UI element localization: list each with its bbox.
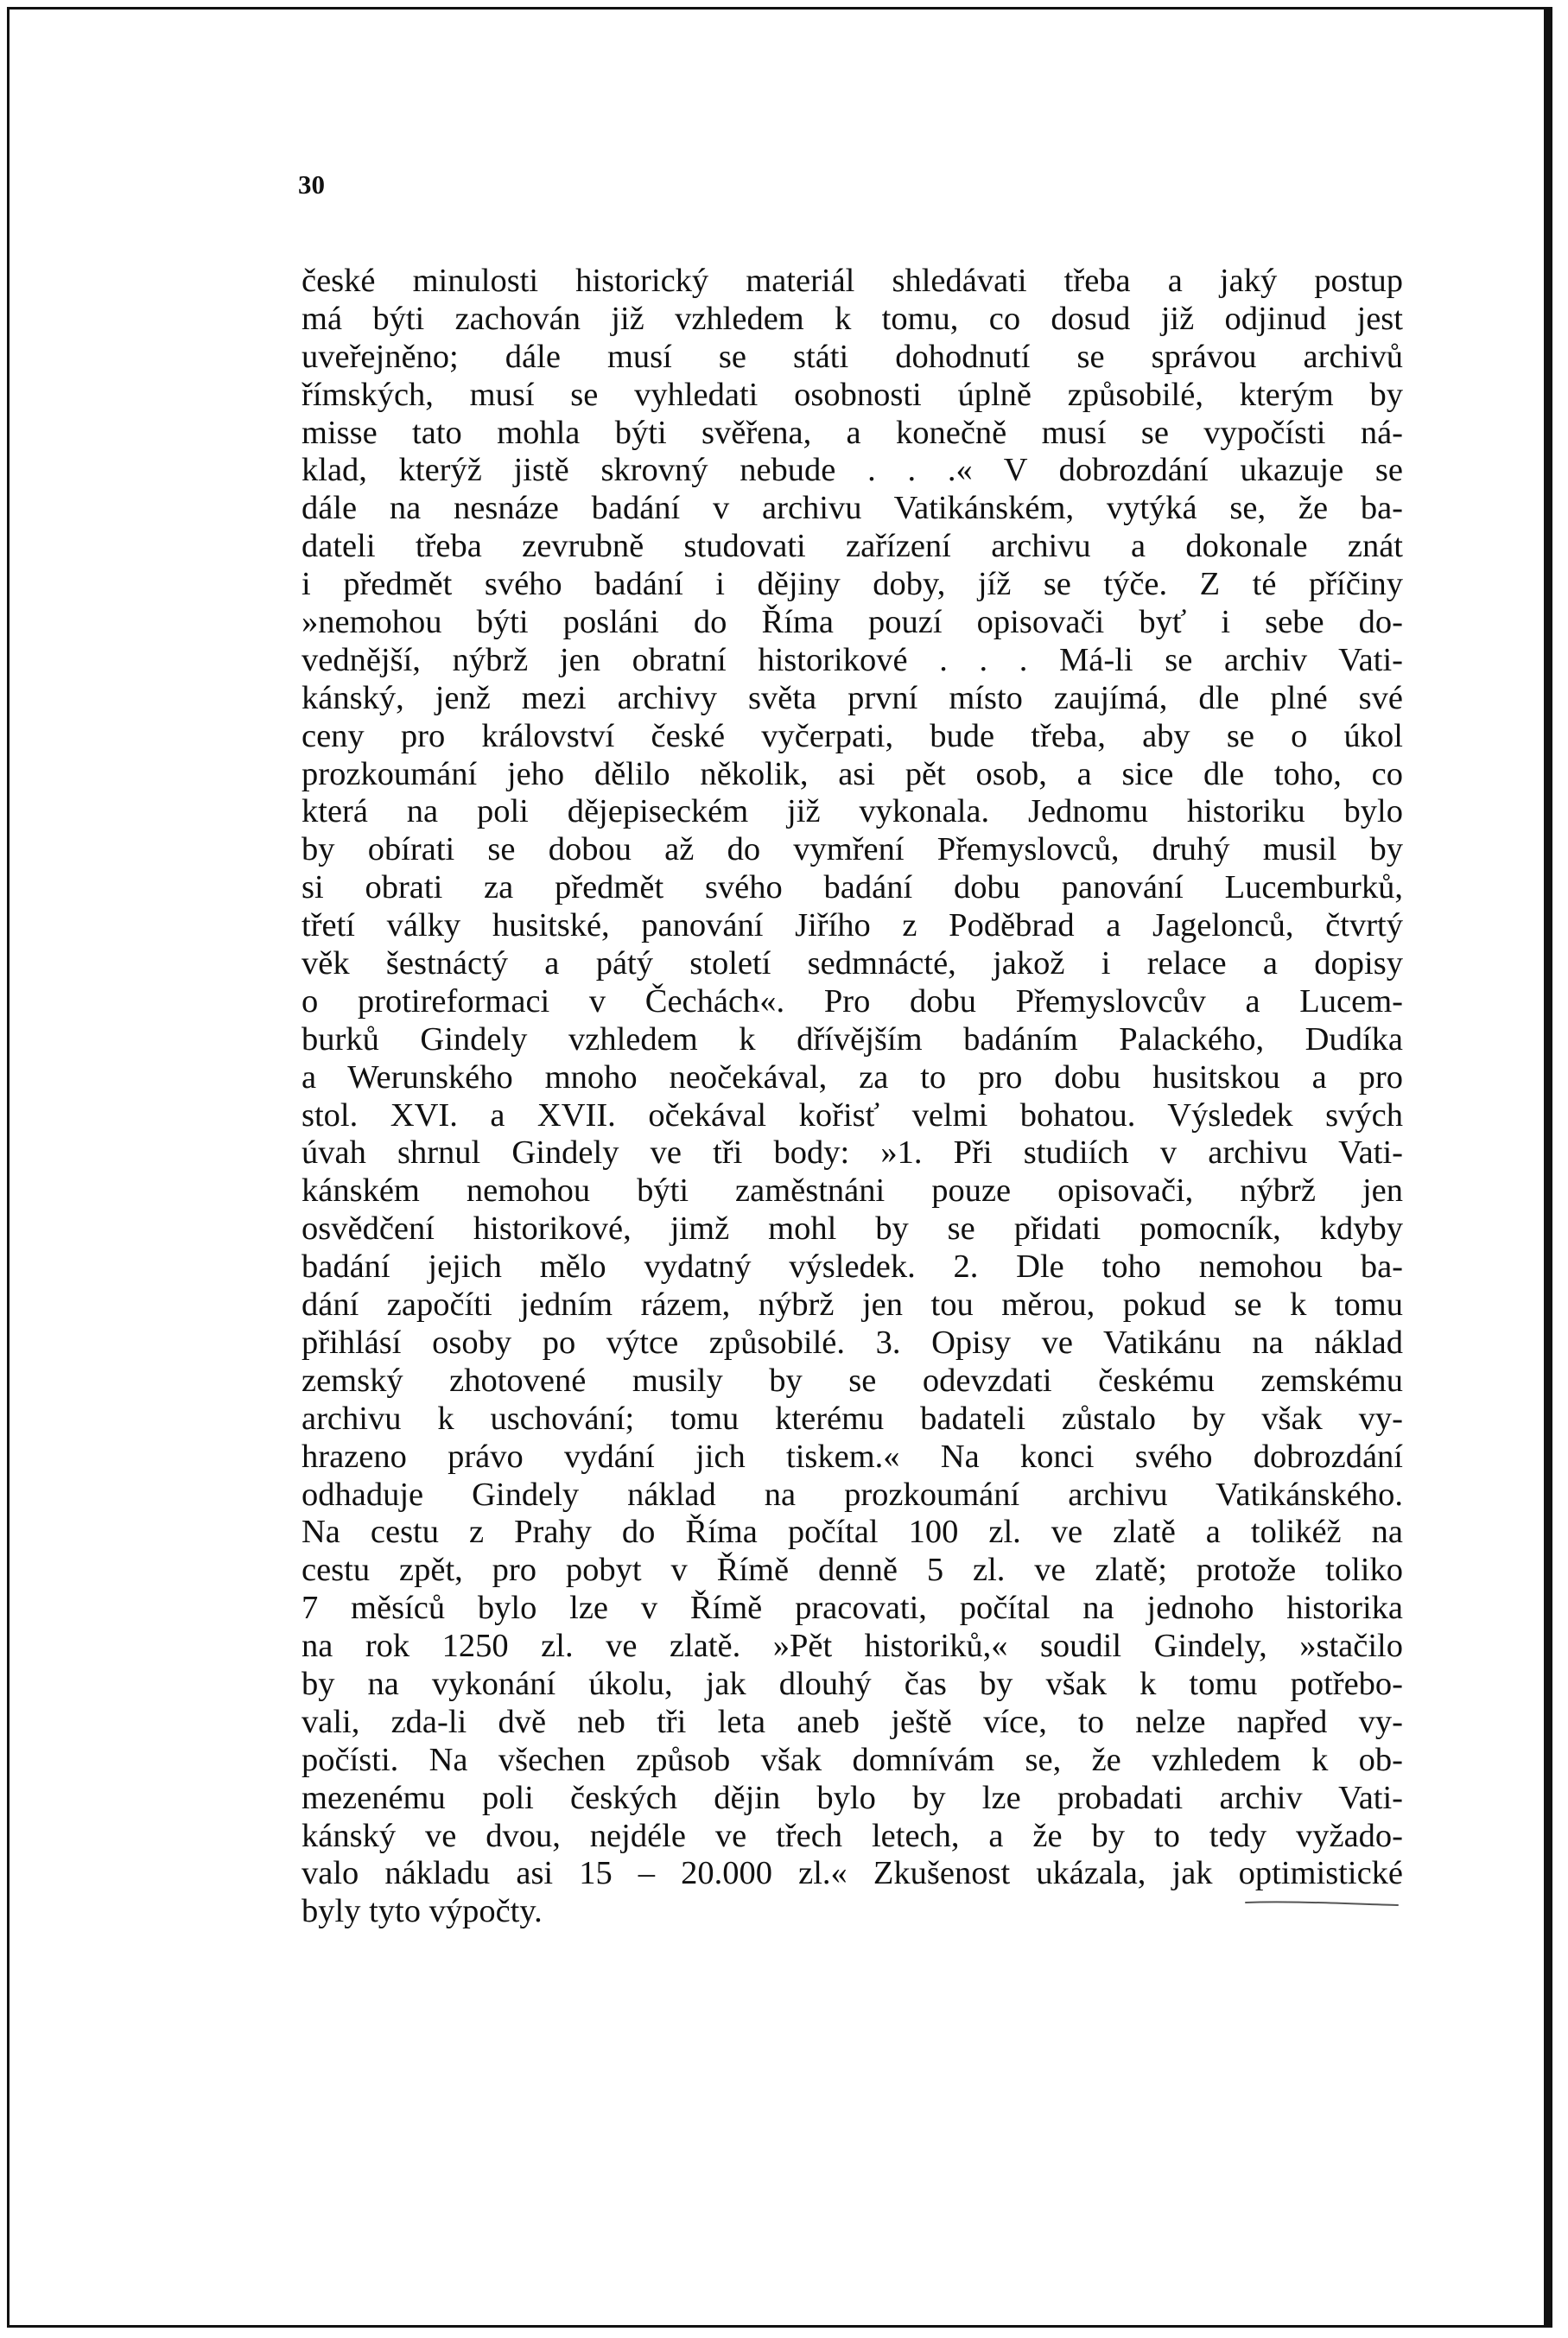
text-line: valo nákladu asi 15 – 20.000 zl.« Zkušenost ukázala, jak optimistické bbox=[302, 1855, 1403, 1892]
text-line: která na poli dějepiseckém již vykonala. Jednomu historiku bylo bbox=[302, 793, 1403, 830]
page-number: 30 bbox=[298, 169, 325, 200]
text-line: burků Gindely vzhledem k dřívějším badáním Palackého, Dudíka bbox=[302, 1020, 1403, 1058]
text-line: by obírati se dobou až do vymření Přemyslovců, druhý musil by bbox=[302, 831, 1403, 868]
text-line: prozkoumání jeho dělilo několik, asi pět osob, a sice dle toho, co bbox=[302, 755, 1403, 792]
pencil-underline-mark bbox=[1244, 1897, 1400, 1909]
text-line: i předmět svého badání i dějiny doby, jíž se týče. Z té příčiny bbox=[302, 566, 1403, 603]
text-line: si obrati za předmět svého badání dobu panování Lucemburků, bbox=[302, 869, 1403, 906]
body-text bbox=[302, 263, 1403, 1931]
text-line: přihlásí osoby po výtce způsobilé. 3. Opisy ve Vatikánu na náklad bbox=[302, 1324, 1403, 1361]
text-line: uveřejněno; dále musí se státi dohodnutí se správou archivů bbox=[302, 338, 1403, 375]
text-line: třetí války husitské, panování Jiřího z Poděbrad a Jagelonců, čtvrtý bbox=[302, 907, 1403, 944]
text-line: počísti. Na všechen způsob však domnívám se, že vzhledem k ob- bbox=[302, 1741, 1403, 1778]
text-line: by na vykonání úkolu, jak dlouhý čas by však k tomu potřebo- bbox=[302, 1665, 1403, 1702]
text-line: vednější, nýbrž jen obratní historikové . . . Má-li se archiv Vati- bbox=[302, 641, 1403, 678]
text-line: stol. XVI. a XVII. očekával kořisť velmi bohatou. Výsledek svých bbox=[302, 1096, 1403, 1134]
text-line: cestu zpět, pro pobyt v Římě denně 5 zl. ve zlatě; protože toliko bbox=[302, 1552, 1403, 1589]
text-line: odhaduje Gindely náklad na prozkoumání archivu Vatikánského. bbox=[302, 1476, 1403, 1513]
text-line: úvah shrnul Gindely ve tři body: »1. Při studiích v archivu Vati- bbox=[302, 1134, 1403, 1172]
text-line: kánském nemohou býti zaměstnáni pouze opisovači, nýbrž jen bbox=[302, 1172, 1403, 1210]
text-line: hrazeno právo vydání jich tiskem.« Na konci svého dobrozdání bbox=[302, 1438, 1403, 1475]
text-line: Na cestu z Prahy do Říma počítal 100 zl. ve zlatě a tolikéž na bbox=[302, 1514, 1403, 1551]
text-line: na rok 1250 zl. ve zlatě. »Pět historiků,« soudil Gindely, »stačilo bbox=[302, 1628, 1403, 1665]
text-line: a Werunského mnoho neočekával, za to pro dobu husitskou a pro bbox=[302, 1058, 1403, 1096]
text-line: dateli třeba zevrubně studovati zařízení archivu a dokonale znát bbox=[302, 528, 1403, 565]
text-line: o protireformaci v Čechách«. Pro dobu Přemyslovcův a Lucem- bbox=[302, 982, 1403, 1020]
text-line: má býti zachován již vzhledem k tomu, co dosud již odjinud jest bbox=[302, 300, 1403, 337]
text-line: ceny pro království české vyčerpati, bude třeba, aby se o úkol bbox=[302, 717, 1403, 754]
text-line-last: byly tyto výpočty. bbox=[302, 1893, 543, 1930]
text-line: římských, musí se vyhledati osobnosti úplně způsobilé, kterým by bbox=[302, 376, 1403, 413]
text-line: mezenému poli českých dějin bylo by lze probadati archiv Vati- bbox=[302, 1779, 1403, 1816]
text-line: vali, zda-li dvě neb tři leta aneb ještě více, to nelze napřed vy- bbox=[302, 1703, 1403, 1740]
text-line: klad, kterýž jistě skrovný nebude . . .« V dobrozdání ukazuje se bbox=[302, 452, 1403, 489]
text-line: misse tato mohla býti svěřena, a konečně musí se vypočísti ná- bbox=[302, 414, 1403, 451]
text-line: dále na nesnáze badání v archivu Vatikánském, vytýká se, že ba- bbox=[302, 490, 1403, 527]
text-line: zemský zhotovené musily by se odevzdati českému zemskému bbox=[302, 1362, 1403, 1399]
text-line: osvědčení historikové, jimž mohl by se přidati pomocník, kdyby bbox=[302, 1210, 1403, 1248]
text-line: věk šestnáctý a pátý století sedmnácté, jakož i relace a dopisy bbox=[302, 945, 1403, 982]
text-line: 7 měsíců bylo lze v Římě pracovati, počítal na jednoho historika bbox=[302, 1590, 1403, 1627]
text-line: badání jejich mělo vydatný výsledek. 2. Dle toho nemohou ba- bbox=[302, 1248, 1403, 1286]
text-line: kánský ve dvou, nejdéle ve třech letech, a že by to tedy vyžado- bbox=[302, 1817, 1403, 1854]
text-line: kánský, jenž mezi archivy světa první místo zaujímá, dle plné své bbox=[302, 679, 1403, 716]
text-line: české minulosti historický materiál shledávati třeba a jaký postup bbox=[302, 263, 1403, 299]
text-line: archivu k uschování; tomu kterému badateli zůstalo by však vy- bbox=[302, 1400, 1403, 1437]
text-line: »nemohou býti posláni do Říma pouzí opisovači byť i sebe do- bbox=[302, 604, 1403, 641]
text-line: dání započíti jedním rázem, nýbrž jen tou měrou, pokud se k tomu bbox=[302, 1287, 1403, 1324]
